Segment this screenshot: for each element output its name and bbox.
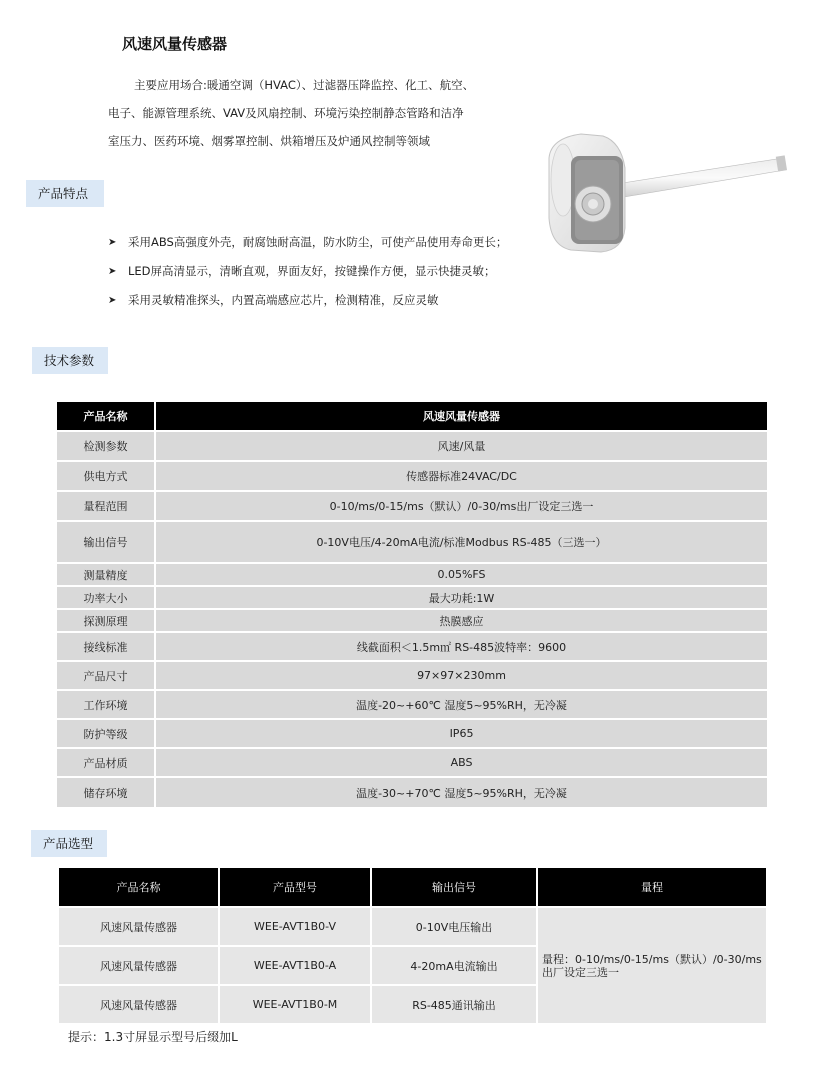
list-item [108,286,507,315]
table-row [57,720,767,747]
spec-label: 产品材质 [57,749,156,776]
spec-value: 热膜感应 [156,610,767,631]
table-row [57,749,767,776]
section-title-features: 产品特点 [26,180,104,207]
model-cell: WEE-AVT1B0-A [220,947,370,984]
arrow-bullet-icon: ➤ [108,295,117,306]
table-row [57,691,767,718]
table-row [57,587,767,608]
list-item [108,228,507,257]
table-row [57,633,767,660]
intro-line: 室压力、医药环境、烟雾罩控制、烘箱增压及炉通风控制等领域 [108,134,430,148]
section-title-tech: 技术参数 [32,347,108,374]
feature-text: LED屏高清显示，清晰直观，界面友好，按键操作方便，显示快捷灵敏； [128,264,496,278]
model-cell: WEE-AVT1B0-M [220,986,370,1023]
header-cell: 产品名称 [59,868,218,906]
spec-value: 最大功耗:1W [156,587,767,608]
product-name-cell: 风速风量传感器 [59,986,218,1023]
arrow-bullet-icon: ➤ [108,266,117,277]
table-row [57,462,767,490]
spec-label: 防护等级 [57,720,156,747]
table-row [57,778,767,807]
table-row [57,564,767,585]
spec-value: 温度-20~+60℃ 湿度5~95%RH，无冷凝 [156,691,767,718]
spec-value: 线截面积＜1.5m㎡ RS-485波特率：9600 [156,633,767,660]
range-cell: 量程：0-10/ms/0-15/ms（默认）/0-30/ms出厂设定三选一 [538,908,766,1023]
model-cell: WEE-AVT1B0-V [220,908,370,945]
spec-value: 0.05%FS [156,564,767,585]
product-name-cell: 风速风量传感器 [59,947,218,984]
intro-line: 电子、能源管理系统、VAV及风扇控制、环境污染控制静态管路和洁净 [108,106,464,120]
intro-line: 主要应用场合:暖通空调（HVAC）、过滤器压降监控、化工、航空、 [134,78,475,92]
header-cell: 输出信号 [372,868,536,906]
spec-value: 0-10/ms/0-15/ms（默认）/0-30/ms出厂设定三选一 [156,492,767,520]
sensor-product-image [541,118,797,258]
feature-list [108,228,507,315]
spec-label: 量程范围 [57,492,156,520]
table-row [59,908,766,945]
feature-text: 采用ABS高强度外壳，耐腐蚀耐高温，防水防尘，可使产品使用寿命更长； [128,235,508,249]
header-cell: 产品名称 [57,402,156,430]
selection-table [57,866,768,1025]
spec-label: 供电方式 [57,462,156,490]
product-name-cell: 风速风量传感器 [59,908,218,945]
table-header-row [59,868,766,906]
spec-value: ABS [156,749,767,776]
table-row [57,492,767,520]
spec-value: 温度-30~+70℃ 湿度5~95%RH，无冷凝 [156,778,767,807]
spec-value: 0-10V电压/4-20mA电流/标准Modbus RS-485（三选一） [156,522,767,562]
spec-label: 检测参数 [57,432,156,460]
table-row [57,522,767,562]
header-cell: 量程 [538,868,766,906]
feature-text: 采用灵敏精准探头，内置高端感应芯片，检测精准，反应灵敏 [128,293,439,307]
header-cell: 风速风量传感器 [156,402,767,430]
intro-paragraph [108,71,508,155]
output-cell: 0-10V电压输出 [372,908,536,945]
spec-table [57,400,767,809]
section-title-selection: 产品选型 [31,830,107,857]
spec-label: 探测原理 [57,610,156,631]
spec-label: 输出信号 [57,522,156,562]
spec-value: IP65 [156,720,767,747]
spec-label: 储存环境 [57,778,156,807]
output-cell: RS-485通讯输出 [372,986,536,1023]
arrow-bullet-icon: ➤ [108,237,117,248]
table-row [57,662,767,689]
spec-label: 测量精度 [57,564,156,585]
spec-label: 工作环境 [57,691,156,718]
table-header-row [57,402,767,430]
spec-value: 传感器标准24VAC/DC [156,462,767,490]
spec-value: 风速/风量 [156,432,767,460]
footnote: 提示：1.3寸屏显示型号后缀加L [68,1030,238,1044]
spec-value: 97×97×230mm [156,662,767,689]
table-row [57,610,767,631]
header-cell: 产品型号 [220,868,370,906]
page-title: 风速风量传感器 [122,35,228,53]
spec-label: 功率大小 [57,587,156,608]
spec-label: 接线标准 [57,633,156,660]
table-row [57,432,767,460]
list-item [108,257,507,286]
spec-label: 产品尺寸 [57,662,156,689]
output-cell: 4-20mA电流输出 [372,947,536,984]
